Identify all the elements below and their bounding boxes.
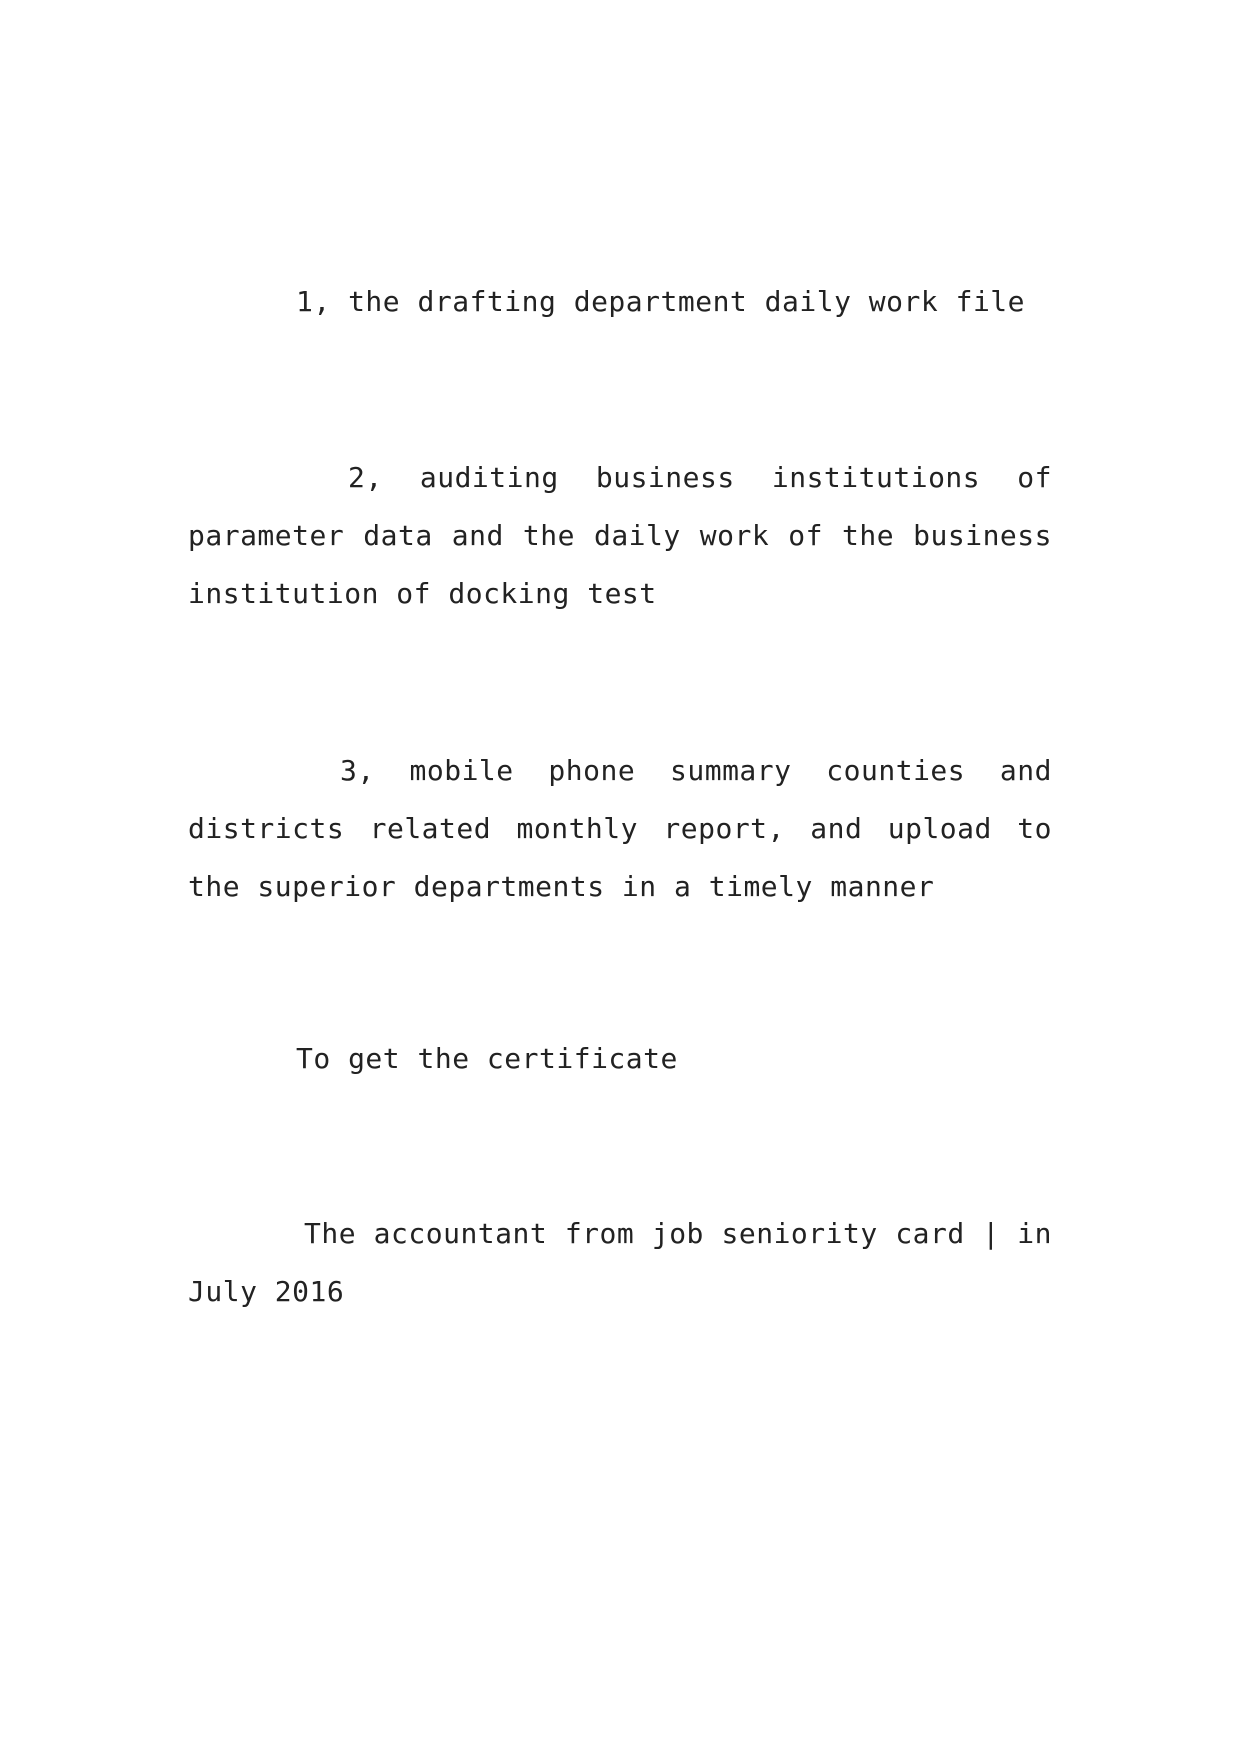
paragraph-duty-3: 3, mobile phone summary counties and districts related monthly report, and upload to the superior departments in a timely manner	[188, 754, 1052, 903]
paragraph-duty-1: 1, the drafting department daily work file	[296, 285, 1026, 318]
paragraph-duty-2: 2, auditing business institutions of parameter data and the daily work of the business institution of docking test	[188, 461, 1052, 610]
paragraph-certificate-entry: The accountant from job seniority card | in July 2016	[188, 1217, 1052, 1308]
paragraph-certificate-heading: To get the certificate	[296, 1042, 678, 1075]
